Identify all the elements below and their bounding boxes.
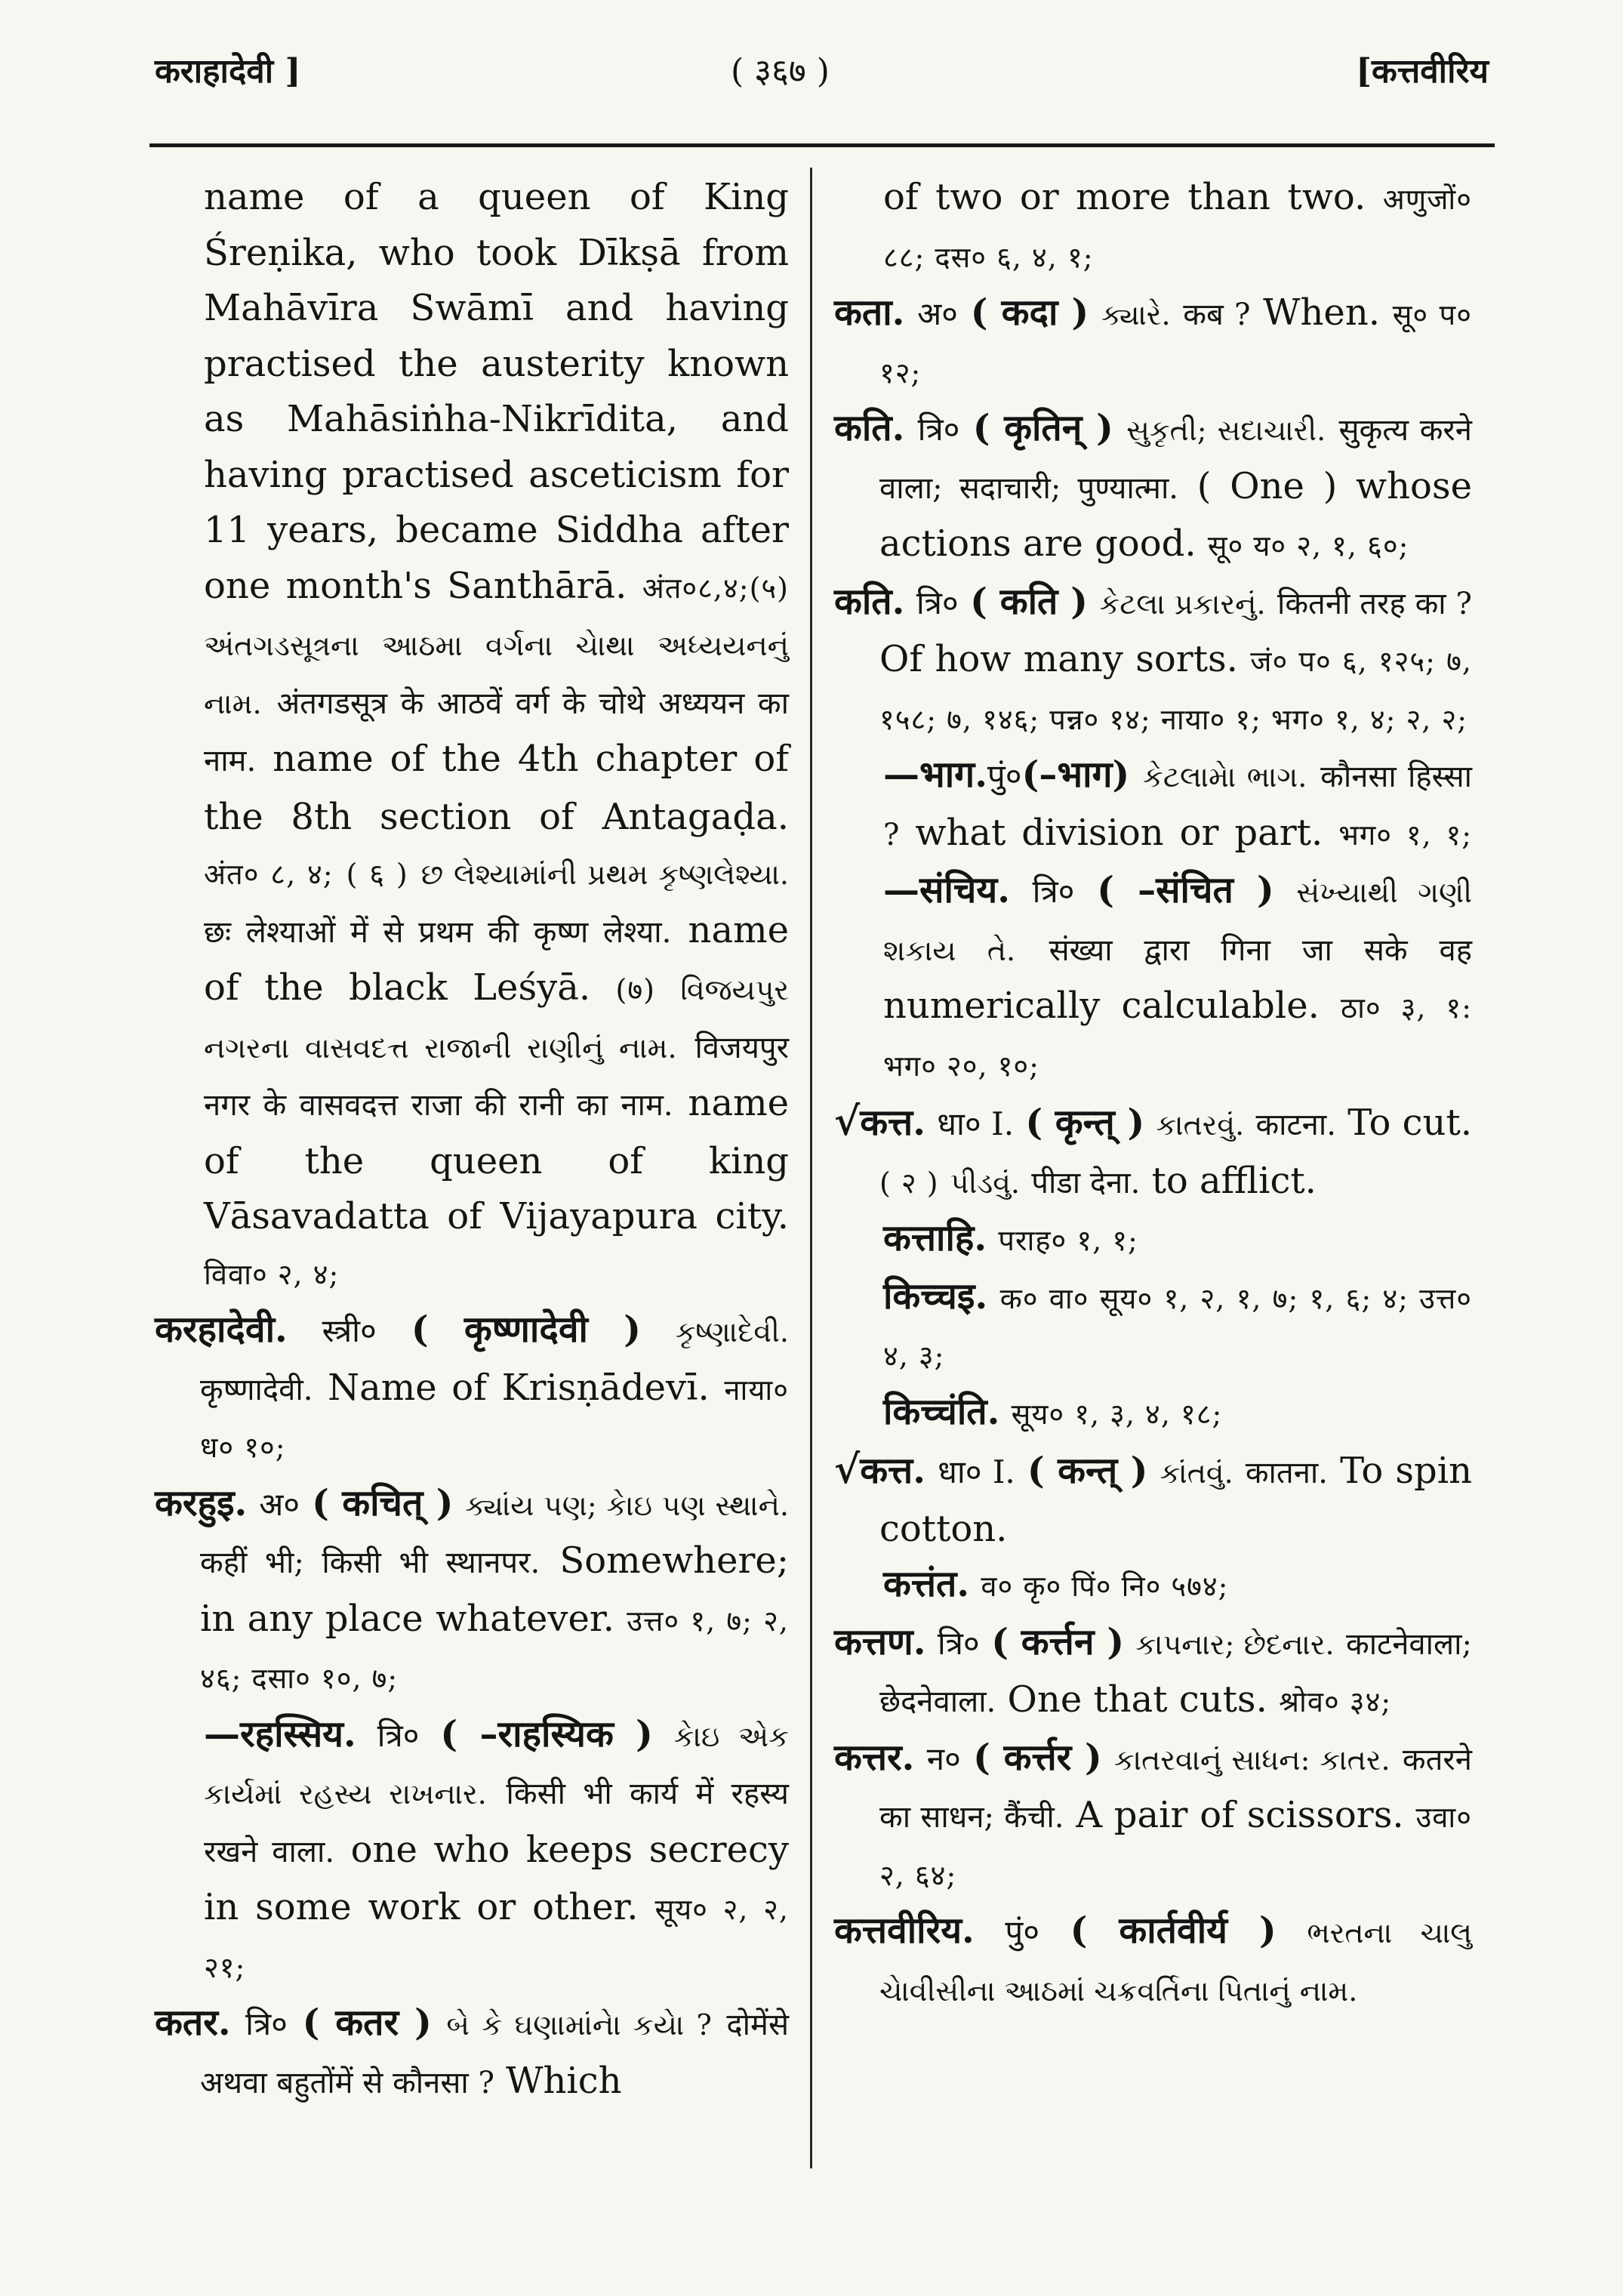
part-of-speech: पुं० (1005, 1913, 1040, 1950)
part-of-speech: अ० (259, 1485, 300, 1523)
gujarati-gloss: કેટલા પ્રકારનું. (1099, 587, 1266, 621)
gujarati-gloss: કેટલામેા ભાગ. (1143, 760, 1307, 794)
gujarati-gloss: વિજયપુર નગરના વાસવદત્ત રાજાની રાણીનું નામ. (204, 973, 789, 1065)
header-right-guideword: [कत्तवीरिय (1356, 52, 1489, 91)
sanskrit-equivalent: ( कति ) (970, 580, 1089, 623)
header-rule (149, 143, 1495, 147)
part-of-speech: त्रि० (245, 2005, 288, 2042)
sanskrit-equivalent: ( कृष्णादेवी ) (411, 1308, 642, 1351)
hindi-gloss: सुकृत्य करने वाला; सदाचारी; पुण्यात्मा. (879, 413, 1472, 506)
reference: सू० य० २, १, ६०; (1207, 529, 1409, 562)
gujarati-gloss: સંખ્યાથી ગણી શકાય તે. (883, 876, 1472, 967)
english-gloss: When. (1263, 291, 1380, 334)
sanskrit-equivalent: ( –राहस्यिक ) (440, 1712, 653, 1755)
reference: पराह० १, १; (998, 1224, 1138, 1257)
reference: क० वा० सूय० १, २, १, ७; १, ६; ४; उत्त० ४, ३; (883, 1281, 1472, 1373)
sub-headword: —संचिय. (883, 869, 1010, 911)
headword: कतर. (155, 2002, 231, 2044)
sanskrit-equivalent: ( कदा ) (970, 291, 1089, 334)
headword: कत्तर. (834, 1736, 915, 1779)
gujarati-gloss: છ લેશ્યામાંની પ્રથમ કૃષ્ણલેશ્યા. (420, 858, 789, 891)
part-of-speech: स्त्री० (322, 1312, 377, 1349)
headword: करहादेवी. (155, 1308, 288, 1351)
part-of-speech: अ० (917, 295, 959, 332)
english-gloss: Name of Krisṇādevī. (328, 1366, 710, 1409)
hindi-gloss: दोमेंसे अथवा बहुतोंमें से कौनसा ? (200, 2008, 789, 2100)
entry-continuation (155, 170, 789, 1302)
gujarati-gloss: બે કે ઘણામાંનેા કયેા ? (446, 2008, 712, 2042)
hindi-gloss: कितनी तरह का ? (1277, 586, 1472, 621)
part-of-speech: पुं० (987, 757, 1022, 794)
entry-kata (834, 285, 1472, 401)
reference: सूय० २, २, २१; (204, 1893, 790, 1984)
inflected-form: किच्चंति. (883, 1390, 1000, 1433)
gujarati-gloss: સુકૃતી; સદાચારી. (1126, 414, 1326, 447)
sanskrit-equivalent: (–भाग) (1021, 754, 1130, 796)
column-divider (810, 168, 812, 2168)
hindi-gloss: कहीं भी; किसी भी स्थानपर. (200, 1546, 540, 1580)
english-gloss: Somewhere; in any place whatever. (200, 1539, 789, 1640)
reference: श्रोव० ३४; (1279, 1685, 1392, 1718)
english-gloss: name of the queen of king Vāsavadatta of Vijayapura city. (204, 1082, 789, 1237)
sense-number: ( ६ ) (346, 858, 408, 891)
page-number: ( ३६७ ) (731, 52, 830, 91)
english-gloss: A pair of scissors. (1076, 1794, 1404, 1836)
reference: नाया० ध० १०; (200, 1373, 789, 1464)
reference: उत्त० १, ७; २, ४६; दसा० १०, ७; (200, 1604, 790, 1695)
gujarati-gloss: કેાઇ એક કાર્યમાં રહસ્ય રાખનાર. (204, 1719, 789, 1811)
hindi-gloss: कृष्णादेवी. (200, 1372, 313, 1407)
entry-continuation (834, 170, 1472, 285)
gujarati-gloss: પીડવું. (950, 1166, 1020, 1200)
sense-number: ( २ ) (879, 1166, 939, 1200)
part-of-speech: त्रि० (917, 411, 960, 448)
sanskrit-equivalent: ( कार्तवीर्य ) (1070, 1909, 1277, 1952)
hindi-gloss: काटना. (1255, 1108, 1336, 1142)
verb-form (834, 1269, 1472, 1385)
sense-number: (५) (749, 571, 789, 605)
gujarati-gloss: કાતરવું. (1156, 1108, 1245, 1142)
reference: अंत० ८, ४; (204, 858, 334, 891)
hindi-gloss: कौनसा हिस्सा ? (883, 760, 1472, 852)
entry-kati (834, 575, 1472, 748)
english-gloss: Of how many sorts. (879, 638, 1238, 680)
reference: सू० प० १२; (879, 298, 1473, 390)
entry-kattaviriya (834, 1903, 1472, 2019)
inflected-form: कत्तंत. (883, 1563, 970, 1605)
part-of-speech: त्रि० (937, 1624, 980, 1662)
sanskrit-equivalent: ( –संचित ) (1097, 869, 1274, 911)
english-gloss: To cut. (1347, 1102, 1473, 1144)
reference: सूय० १, ३, ४, १८; (1011, 1397, 1223, 1431)
gujarati-gloss: ક્યારે. (1101, 298, 1171, 331)
sub-headword: —रहस्सिय. (204, 1712, 356, 1755)
subentry-bhaga (834, 747, 1472, 1094)
gujarati-gloss: કાતરવાનું સાધન: કાતર. (1114, 1743, 1390, 1777)
entry-katta-spin (834, 1442, 1472, 1557)
gujarati-gloss: કાપનાર; છેદનાર. (1135, 1627, 1335, 1661)
verb-form (834, 1211, 1472, 1269)
sub-headword: —भाग. (883, 754, 987, 796)
entry-katta-cut (834, 1094, 1472, 1211)
entry-kattana (834, 1615, 1472, 1730)
english-gloss: name of the black Leśyā. (204, 908, 789, 1009)
inflected-form: कत्ताहि. (883, 1217, 987, 1259)
gujarati-gloss: કૃષ્ણાદેવી. (675, 1315, 789, 1348)
part-of-speech: त्रि० (377, 1716, 420, 1754)
hindi-gloss: कब ? (1183, 297, 1251, 332)
reference: विवा० २, ४; (204, 1257, 340, 1291)
hindi-gloss: पीडा देना. (1031, 1165, 1141, 1200)
english-gloss: of two or more than two. (883, 176, 1366, 218)
part-of-speech: न० (926, 1740, 961, 1777)
hindi-gloss: संख्या द्वारा गिना जा सके वह (1049, 932, 1472, 968)
headword: कति. (834, 580, 905, 623)
english-gloss: name of the 4th chapter of the 8th section of Antagaḍa. (204, 738, 789, 838)
sense-number: (७) (615, 973, 655, 1006)
part-of-speech: धा० I. (938, 1453, 1015, 1490)
hindi-gloss: छः लेश्याओं में से प्रथम की कृष्ण लेश्या. (204, 914, 672, 950)
entry-kattara (834, 1730, 1472, 1904)
part-of-speech: त्रि० (916, 584, 959, 621)
header-left-guideword: कराहादेवी ] (155, 52, 301, 91)
gujarati-gloss: ભરતના ચાલુ ચેાવીસીના આઠમાં ચક્રવર્તિના પિતાનું નામ. (879, 1916, 1473, 2008)
english-gloss: one who keeps secrecy in some work or other. (204, 1828, 789, 1928)
verb-form (834, 1557, 1472, 1615)
hindi-gloss: कातना. (1245, 1456, 1328, 1490)
reference: जं० प० ६, १२५; ७, १५८; ७, १४६; पन्न० १४; नाया० १; भग० १, ४; २, २; (879, 645, 1472, 736)
english-gloss: what division or part. (915, 811, 1323, 854)
reference: ठा० ३, १: भग० २०, १०; (883, 991, 1472, 1083)
part-of-speech: धा० I. (937, 1105, 1015, 1142)
sanskrit-equivalent: ( कृतिन् ) (972, 407, 1113, 449)
entry-karahui (155, 1476, 789, 1707)
entry-kati-krtin (834, 401, 1472, 575)
sanskrit-equivalent: ( कर्त्तन ) (991, 1620, 1125, 1663)
sanskrit-equivalent: ( कर्त्तर ) (973, 1736, 1102, 1779)
headword: कत्त. (860, 1450, 925, 1492)
sanskrit-equivalent: ( कृन्त् ) (1025, 1102, 1145, 1144)
right-column (834, 170, 1472, 2019)
hindi-gloss: कतरने का साधन; कैंची. (879, 1742, 1472, 1835)
sanskrit-equivalent: ( कतर ) (302, 2002, 432, 2044)
headword: कत्त. (860, 1102, 925, 1144)
gujarati-gloss: અંતગડસૂત્રના આઠમા વર્ગના ચેાથા અધ્યયનનું નામ. (204, 629, 789, 720)
entry-katara (155, 1996, 789, 2111)
reference: भग० १, १; (1338, 818, 1473, 852)
hindi-gloss: विजयपुर नगर के वासवदत्त राजा की रानी का नाम. (204, 1030, 789, 1123)
headword: कत्तण. (834, 1620, 926, 1663)
english-gloss: to afflict. (1151, 1159, 1317, 1202)
headword: करहुइ. (155, 1481, 248, 1524)
english-gloss: One that cuts. (1007, 1678, 1267, 1721)
headword: कति. (834, 407, 905, 449)
subentry-rahassiya (155, 1707, 789, 1996)
gujarati-gloss: ક્યાંય પણ; કેાઇ પણ સ્થાને. (465, 1488, 790, 1522)
sanskrit-equivalent: ( कचित् ) (312, 1481, 454, 1524)
headword: कत्तवीरिय. (834, 1909, 975, 1952)
gujarati-gloss: કાંતવું. (1160, 1456, 1233, 1490)
entry-karahadevi (155, 1302, 789, 1476)
english-gloss: ( One ) whose actions are good. (879, 464, 1472, 565)
part-of-speech: त्रि० (1032, 873, 1075, 910)
reference: अणुजों० ८८; दस० ६, ४, १; (883, 183, 1472, 274)
english-gloss: name of a queen of King Śreṇika, who took Dīkṣā from Mahāvīra Swāmī and having practised the austerity known as Mahāsiṅha-Nikrīdita, and having practised asceticism for 11 years, became Siddha after one month's Santhārā. (204, 176, 789, 607)
reference: अंत०८,४; (642, 571, 750, 605)
headword: कता. (834, 291, 905, 334)
reference: व० कृ० पिं० नि० ५७४; (981, 1570, 1229, 1603)
hindi-gloss: किसी भी कार्य में रहस्य रखने वाला. (204, 1777, 789, 1869)
hindi-gloss: काटनेवाला; छेदनेवाला. (879, 1626, 1472, 1719)
left-column (155, 170, 789, 2111)
hindi-gloss: अंतगडसूत्र के आठवें वर्ग के चोथे अध्ययन का नाम. (204, 686, 789, 778)
english-gloss: To spin cotton. (879, 1450, 1473, 1550)
root-mark-icon: √ (834, 1447, 861, 1493)
english-gloss: Which (506, 2059, 622, 2102)
root-mark-icon: √ (834, 1099, 861, 1145)
sanskrit-equivalent: ( कन्त् ) (1027, 1450, 1148, 1492)
verb-form (834, 1385, 1472, 1443)
reference: उवा० २, ६४; (879, 1801, 1473, 1892)
inflected-form: किच्चइ. (883, 1274, 988, 1318)
english-gloss: numerically calculable. (883, 985, 1320, 1027)
